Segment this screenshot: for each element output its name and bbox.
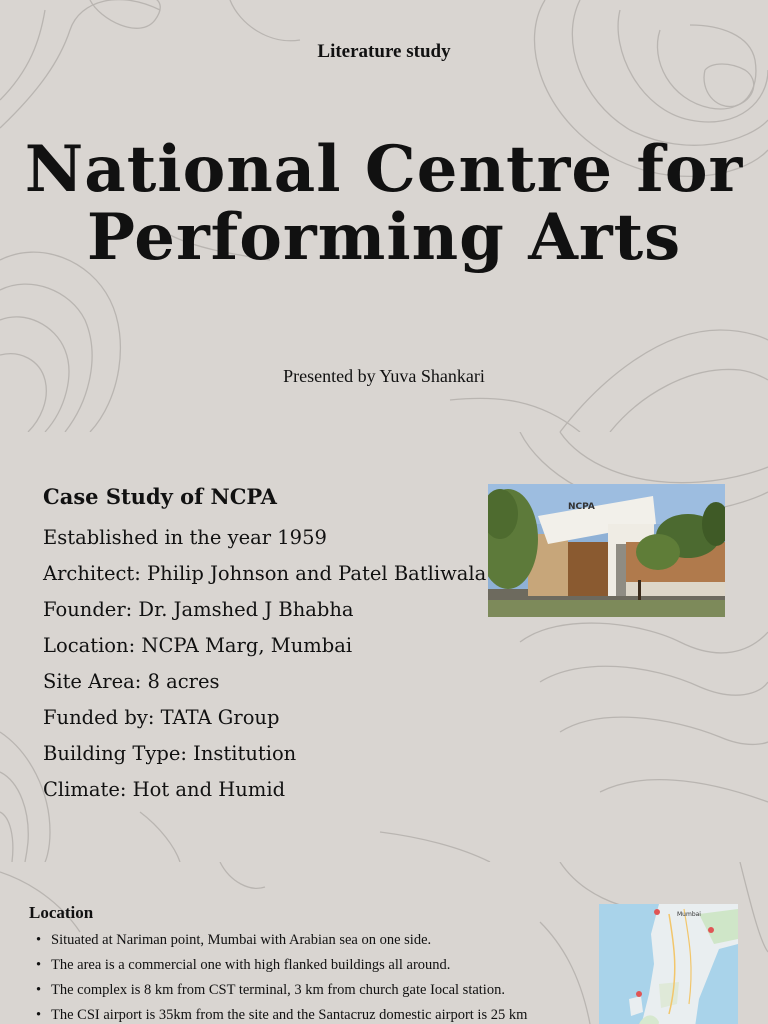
fact-established: Established in the year 1959	[43, 526, 327, 549]
list-item	[36, 1003, 527, 1024]
fact-site-area: Site Area: 8 acres	[43, 670, 220, 693]
presenter-credit: Presented by Yuva Shankari	[283, 366, 485, 386]
location-point: The complex is 8 km from CST terminal, 3 km from church gate Iocal station.	[51, 982, 505, 998]
bullet-icon: •	[36, 1007, 42, 1023]
fact-building-type: Building Type: Institution	[43, 742, 297, 765]
fact-funded-by: Funded by: TATA Group	[43, 706, 280, 729]
fact-climate: Climate: Hot and Humid	[43, 778, 286, 801]
building-sign-text: NCPA	[568, 502, 595, 512]
case-study-slide	[0, 432, 768, 862]
slide-subtitle: Literature study	[317, 41, 451, 62]
fact-architect: Architect: Philip Johnson and Patel Batliwala	[43, 562, 487, 585]
bullet-icon: •	[36, 982, 42, 998]
fact-location: Location: NCPA Marg, Mumbai	[43, 634, 353, 657]
location-point: The CSI airport is 35km from the site and the Santacruz domestic airport is 25 km	[51, 1007, 528, 1023]
location-bullet-list	[36, 928, 527, 1024]
title-slide	[0, 0, 768, 432]
bullet-icon: •	[36, 932, 42, 948]
list-item	[36, 953, 527, 978]
fact-list	[43, 520, 486, 808]
map-label: Mumbai	[677, 911, 701, 918]
location-heading: Location	[29, 903, 94, 922]
title-line-1: National Centre for	[24, 132, 744, 207]
list-item	[36, 928, 527, 953]
ncpa-building-photo	[488, 484, 725, 617]
location-slide	[0, 862, 768, 1024]
title-line-2: Performing Arts	[86, 200, 682, 275]
mumbai-location-map	[599, 904, 738, 1024]
fact-founder: Founder: Dr. Jamshed J Bhabha	[43, 598, 354, 621]
location-point: The area is a commercial one with high flanked buildings all around.	[51, 957, 451, 973]
page-title	[0, 132, 768, 275]
list-item	[36, 978, 527, 1003]
location-point: Situated at Nariman point, Mumbai with Arabian sea on one side.	[51, 932, 432, 948]
bullet-icon: •	[36, 957, 42, 973]
case-study-heading: Case Study of NCPA	[43, 484, 277, 509]
